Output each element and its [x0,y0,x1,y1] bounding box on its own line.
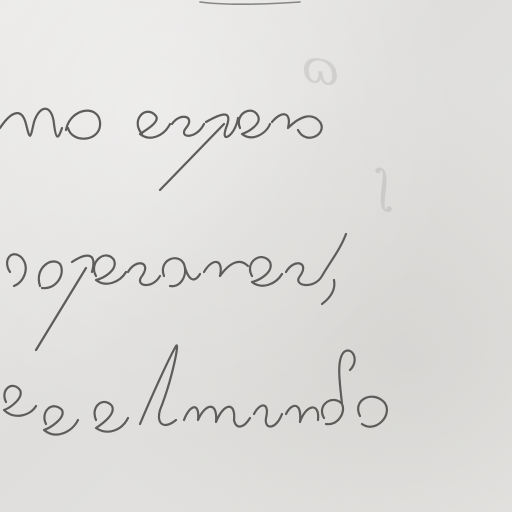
bleed-through-mark: ∫ [366,158,400,216]
line-2-text [0,245,360,296]
line-1-text [0,96,360,147]
bleed-through-mark: ɷ [296,37,344,97]
line-3-text [0,360,420,411]
